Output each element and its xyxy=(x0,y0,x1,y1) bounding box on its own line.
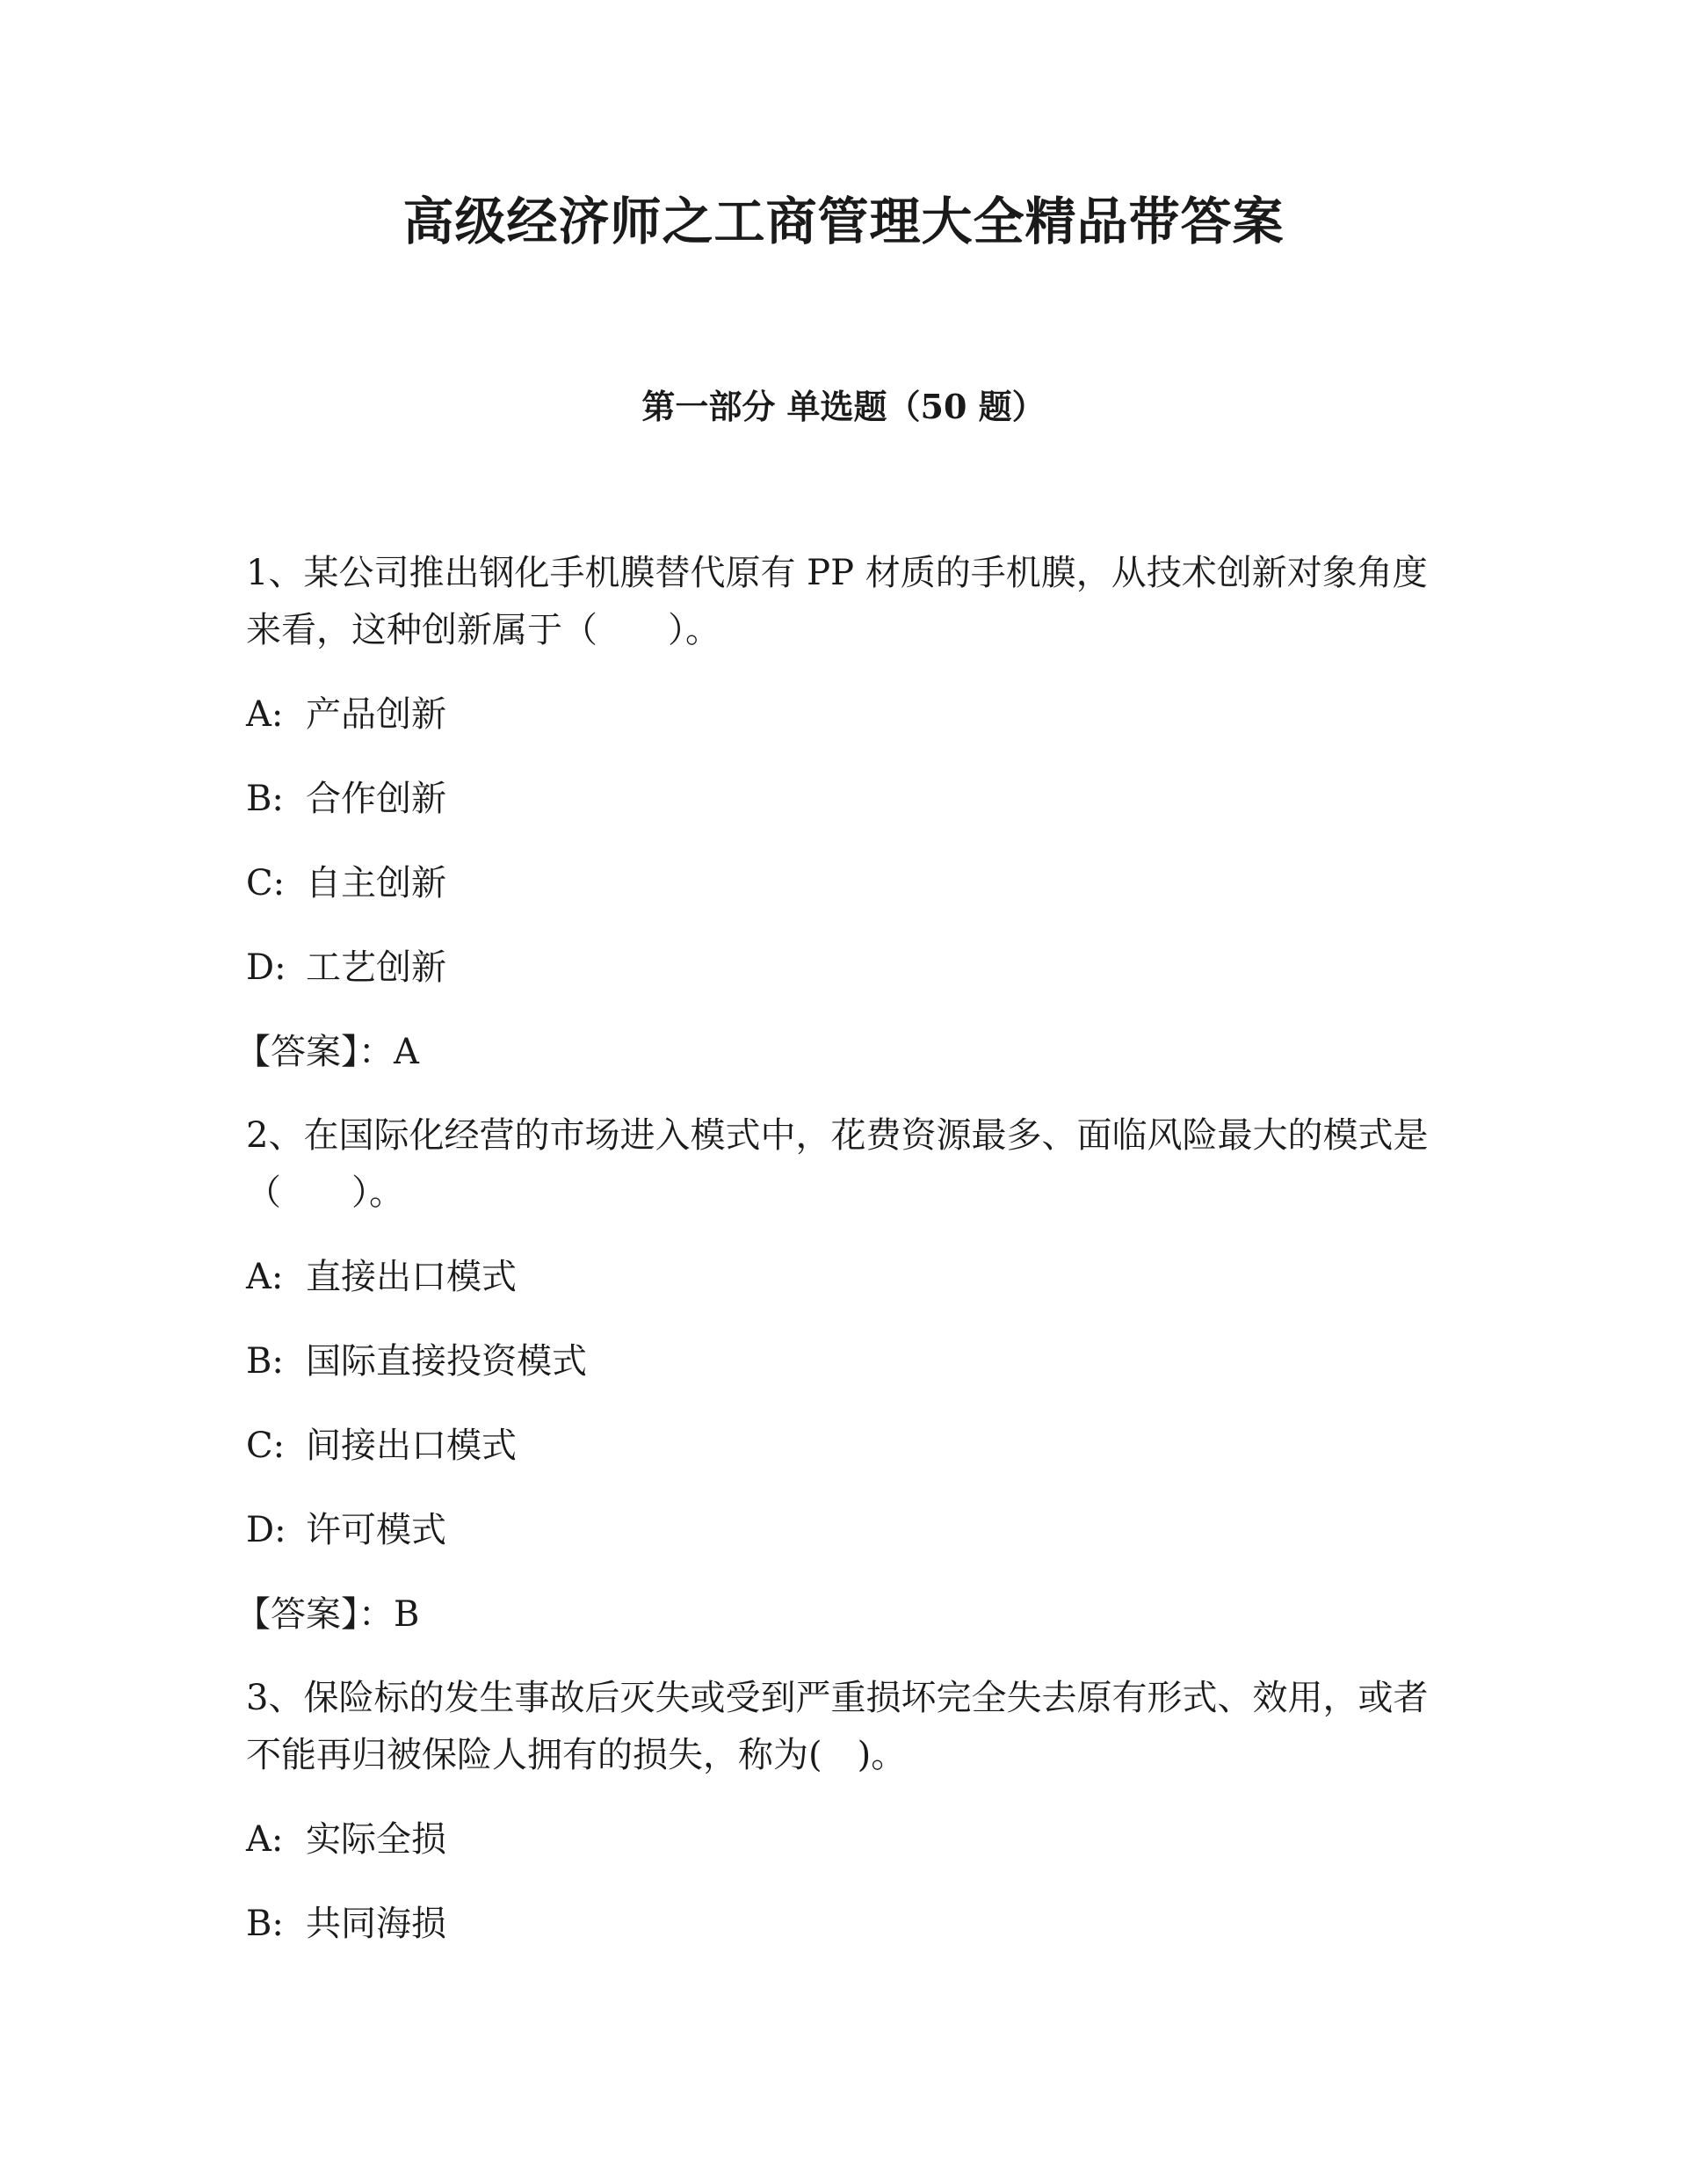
option-text: 产品创新 xyxy=(306,694,446,735)
question-3-stem: 3、保险标的发生事故后灭失或受到严重损坏完全失去原有形式、效用，或者不能再归被保险人拥有的损失，称为( )。 xyxy=(246,1678,1429,1775)
question-1-option-b xyxy=(246,770,1441,828)
option-text: 直接出口模式 xyxy=(306,1257,517,1297)
question-2-option-d xyxy=(246,1501,1441,1559)
question-1-option-d xyxy=(246,939,1441,997)
question-2-option-a xyxy=(246,1248,1441,1306)
option-text: 工艺创新 xyxy=(306,947,446,988)
option-text: 国际直接投资模式 xyxy=(306,1341,587,1382)
question-1-option-c xyxy=(246,854,1441,912)
question-2-answer: 【答案】：B xyxy=(235,1594,420,1635)
option-text: 许可模式 xyxy=(306,1510,446,1550)
question-1-option-a xyxy=(246,686,1441,744)
question-2-option-c xyxy=(246,1417,1441,1475)
option-letter: A: xyxy=(246,1819,284,1860)
question-list xyxy=(235,545,1441,1979)
option-letter: C: xyxy=(246,1426,286,1466)
option-text: 共同海损 xyxy=(306,1904,446,1944)
option-letter: B: xyxy=(246,1904,284,1944)
question-3 xyxy=(246,1670,1441,1953)
question-3-option-a xyxy=(246,1810,1441,1868)
document-title: 高级经济师之工商管理大全精品带答案 xyxy=(402,192,1285,251)
question-1-answer: 【答案】：A xyxy=(235,1032,419,1072)
question-1-stem: 1、某公司推出钢化手机膜替代原有 PP 材质的手机膜，从技术创新对象角度来看，这种创新属于（ ）。 xyxy=(246,553,1428,650)
option-text: 自主创新 xyxy=(306,863,446,903)
question-2-stem: 2、在国际化经营的市场进入模式中，花费资源最多、面临风险最大的模式是（ ）。 xyxy=(246,1115,1429,1213)
option-letter: A: xyxy=(246,1257,284,1297)
option-letter: C: xyxy=(246,863,286,903)
option-letter: A: xyxy=(246,694,284,735)
option-text: 实际全损 xyxy=(306,1819,446,1860)
question-3-option-b xyxy=(246,1895,1441,1953)
option-letter: B: xyxy=(246,779,284,819)
section-title: 第一部分 单选题（50 题） xyxy=(641,387,1046,426)
question-1 xyxy=(235,545,1441,1081)
option-text: 间接出口模式 xyxy=(306,1426,517,1466)
option-letter: B: xyxy=(246,1341,284,1382)
question-2-option-b xyxy=(246,1332,1441,1390)
option-letter: D: xyxy=(246,1510,286,1550)
option-text: 合作创新 xyxy=(306,779,446,819)
question-2 xyxy=(235,1107,1441,1643)
option-letter: D: xyxy=(246,947,286,988)
